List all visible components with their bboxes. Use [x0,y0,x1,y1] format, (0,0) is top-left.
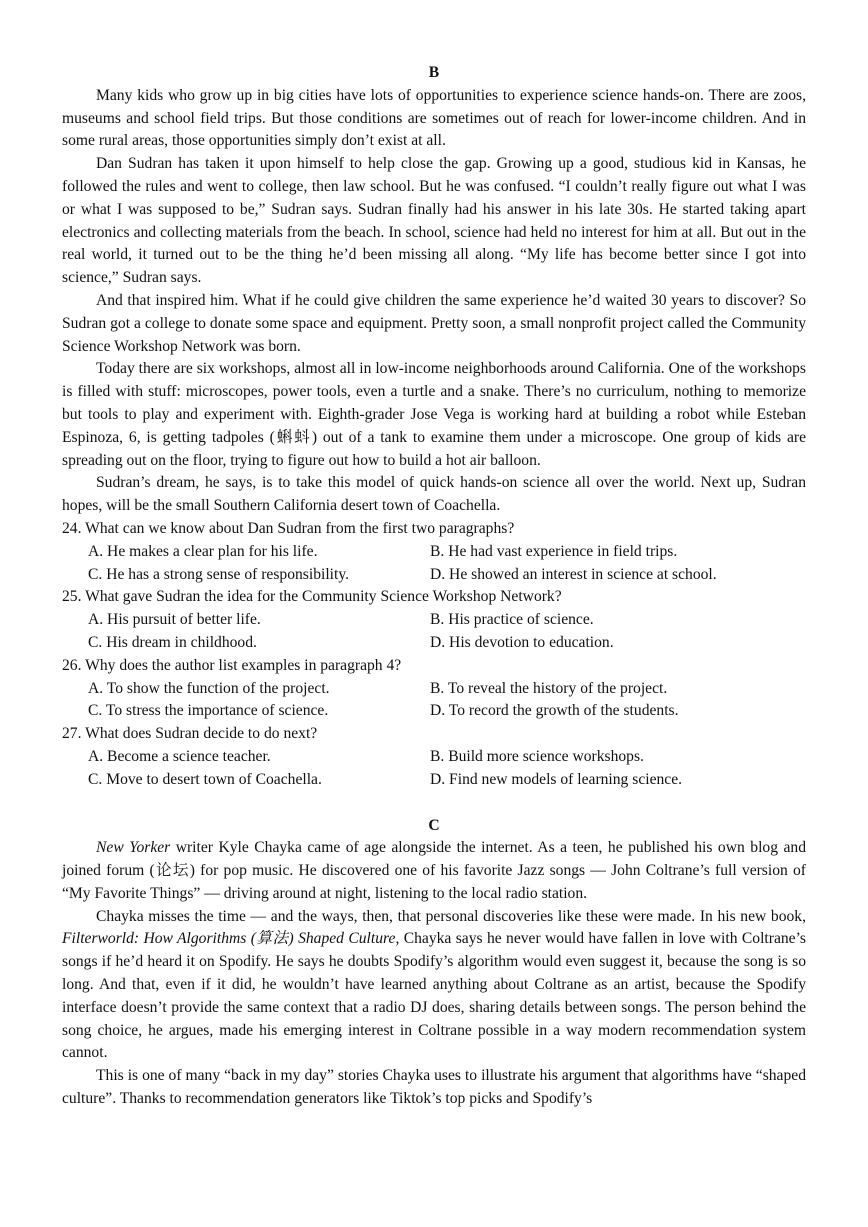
option-b: B. He had vast experience in field trips. [430,542,678,560]
option-d: D. Find new models of learning science. [430,770,683,788]
magazine-title: New Yorker [96,839,171,857]
passage-c-paragraph-2 [62,906,806,1066]
passage-b-paragraph-3: And that inspired him. What if he could give children the same experience he’d waited 30 years to discover? So Sudran got a college to donate some space and equipment. Pretty soon, a small nonprofit project called the Community Science Workshop Network was born. [62,291,806,355]
option-c: C. His dream in childhood. [88,633,257,651]
option-row [62,700,806,723]
option-a: A. Become a science teacher. [88,747,271,765]
option-d: D. He showed an interest in science at school. [430,565,717,583]
option-row [62,564,806,587]
passage-c-paragraph-1 [62,837,806,905]
option-a: A. He makes a clear plan for his life. [88,542,318,560]
passage-b-paragraph-1: Many kids who grow up in big cities have lots of opportunities to experience science hands-on. There are zoos, museums and school field trips. But those conditions are sometimes out of reach for lower-income children. And in some rural areas, those opportunities simply don’t exist at all. [62,86,806,150]
question-stem: 27. What does Sudran decide to do next? [62,725,318,743]
passage-b-paragraph-2: Dan Sudran has taken it upon himself to help close the gap. Growing up a good, studious kid in Kansas, he followed the rules and went to college, then law school. But he was confused. “I couldn’t really figure out what I was or what I was supposed to be,” Sudran says. Sudran finally had his answer in his late 30s. He started taking apart electronics and collecting materials from the beach. In school, science had held no interest for him at all. But out in the real world, it turned out to be the thing he’d been missing all along. “My life has become better since I got into science,” Sudran says. [62,155,806,287]
option-d: D. His devotion to education. [430,633,614,651]
option-row [62,746,806,769]
question-26 [62,655,806,723]
passage-b-paragraph-4: Today there are six workshops, almost all in low-income neighborhoods around California. One of the workshops is filled with stuff: microscopes, power tools, even a turtle and a snake. There’s no curriculum, nothing to memorize but tools to play and experiment with. Eighth-grader Jose Vega is working hard at building a robot while Esteban Espinoza, 6, is getting tadpoles (蝌蚪) out of a tank to examine them under a microscope. One group of kids are spreading out on the floor, trying to figure out how to build a hot air balloon. [62,360,806,469]
paragraph-text: , Chayka says he never would have fallen in love with Coltrane’s songs if he’d heard it on Spodify. He says he doubts Spodify’s algorithm would even suggest it, because the song is so long. And that, even if it did, he wouldn’t have learned anything about Coltrane as an artist, because the Spodify interface doesn’t provide the same context that a radio DJ does, sharing details between songs. The person behind the song choice, he argues, made his emerging interest in Coltrane possible in a way modern recommendation system cannot. [62,930,806,1062]
passage-b-paragraph-5: Sudran’s dream, he says, is to take this model of quick hands-on science all over the world. Next up, Sudran hopes, will be the small Southern California desert town of Coachella. [62,474,806,515]
question-24 [62,518,806,586]
option-row [62,769,806,792]
option-row [62,632,806,655]
question-25 [62,586,806,654]
option-row [62,609,806,632]
section-spacer [62,792,806,815]
paragraph-text: writer Kyle Chayka came of age alongside the internet. As a teen, he published his own blog and joined forum (论坛) for pop music. He discovered one of his favorite Jazz songs — John Coltrane’s full version of “My Favorite Things” — driving around at night, listening to the local radio station. [62,839,806,902]
option-b: B. His practice of science. [430,611,594,629]
option-c: C. Move to desert town of Coachella. [88,770,322,788]
option-a: A. His pursuit of better life. [88,611,261,629]
section-heading-b: B [428,64,440,81]
option-c: C. He has a strong sense of responsibility. [88,565,350,583]
passage-c-paragraph-3: This is one of many “back in my day” stories Chayka uses to illustrate his argument that algorithms have “shaped culture”. Thanks to recommendation generators like Tiktok’s top picks and Spodify’s [62,1067,806,1108]
option-a: A. To show the function of the project. [88,679,330,697]
option-b: B. To reveal the history of the project. [430,679,668,697]
option-row [62,541,806,564]
option-c: C. To stress the importance of science. [88,702,329,720]
paragraph-text: Chayka misses the time — and the ways, then, that personal discoveries like these were made. In his new book, [96,907,806,925]
question-stem: 24. What can we know about Dan Sudran from the first two paragraphs? [62,519,515,537]
book-title: Filterworld: How Algorithms (算法) Shaped Culture [62,930,396,948]
section-heading-c: C [428,816,440,834]
question-27 [62,723,806,791]
question-stem: 26. Why does the author list examples in paragraph 4? [62,656,402,674]
option-row [62,678,806,701]
option-d: D. To record the growth of the students. [430,702,679,720]
option-b: B. Build more science workshops. [430,747,644,765]
question-stem: 25. What gave Sudran the idea for the Community Science Workshop Network? [62,588,562,606]
